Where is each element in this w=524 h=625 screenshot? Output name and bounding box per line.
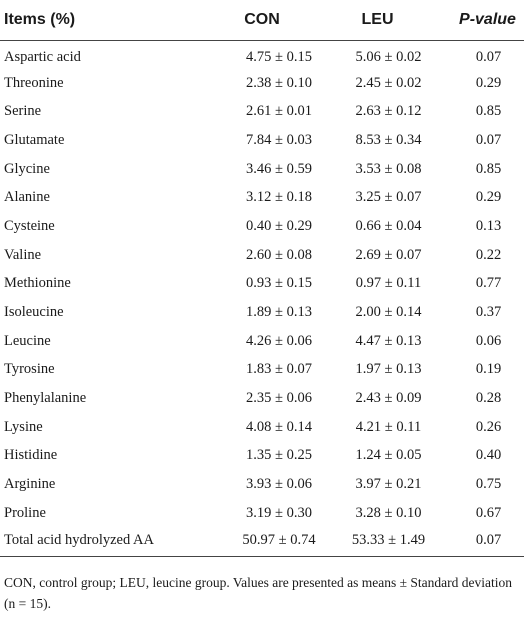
leu-cell: 1.24 ± 0.05 [355,447,422,464]
p-value-cell: 0.75 [475,476,502,493]
con-cell: 4.75 ± 0.15 [246,49,312,66]
header-p-value: P-value [439,0,524,40]
p-value-cell: 0.06 [475,332,502,349]
con-cell: 0.40 ± 0.29 [246,217,312,234]
con-cell: 3.46 ± 0.59 [246,160,312,177]
p-value-cell: 0.29 [475,74,502,91]
leu-cell: 2.69 ± 0.07 [355,246,422,263]
con-cell: 50.97 ± 0.74 [208,528,316,557]
p-value-cell: 0.40 [475,447,502,464]
table-row [0,183,524,212]
p-value-cell: 0.07 [475,49,502,66]
item-cell: Threonine [4,74,64,91]
item-cell: Phenylalanine [4,390,87,407]
leu-cell: 53.33 ± 1.49 [316,528,439,557]
table-row [0,470,524,499]
header-leu: LEU [316,0,439,40]
leu-cell: 2.00 ± 0.14 [355,304,422,321]
table-row [0,126,524,155]
item-cell: Methionine [4,275,71,292]
table-row [0,298,524,327]
leu-cell: 1.97 ± 0.13 [355,361,422,378]
leu-cell: 0.66 ± 0.04 [355,217,422,234]
p-value-cell: 0.07 [439,528,524,557]
item-cell: Total acid hydrolyzed AA [0,528,208,557]
item-cell: Tyrosine [4,361,55,378]
item-cell: Valine [4,246,42,263]
p-value-cell: 0.77 [475,275,502,292]
con-cell: 1.83 ± 0.07 [246,361,312,378]
item-cell: Aspartic acid [4,49,81,66]
item-cell: Proline [4,504,46,521]
item-cell: Histidine [4,447,58,464]
con-cell: 2.38 ± 0.10 [246,74,312,91]
p-value-cell: 0.19 [475,361,502,378]
table-row [0,442,524,471]
item-cell: Glycine [4,160,50,177]
con-cell: 1.89 ± 0.13 [246,304,312,321]
table-row [0,40,524,69]
item-cell: Arginine [4,476,56,493]
table-row [0,69,524,98]
item-cell: Alanine [4,189,50,206]
leu-cell: 2.63 ± 0.12 [355,103,422,120]
table-row [0,97,524,126]
table-row [0,356,524,385]
leu-cell: 2.45 ± 0.02 [355,74,422,91]
leu-cell: 2.43 ± 0.09 [355,390,422,407]
con-cell: 2.35 ± 0.06 [246,390,312,407]
con-cell: 4.08 ± 0.14 [246,418,312,435]
leu-cell: 3.53 ± 0.08 [355,160,422,177]
con-cell: 3.93 ± 0.06 [246,476,312,493]
leu-cell: 4.21 ± 0.11 [355,418,422,435]
con-cell: 7.84 ± 0.03 [246,131,312,148]
table-row [0,212,524,241]
item-cell: Isoleucine [4,304,64,321]
con-cell: 3.19 ± 0.30 [246,504,312,521]
item-cell: Lysine [4,418,43,435]
p-value-cell: 0.37 [475,304,502,321]
table-row [0,241,524,270]
con-cell: 0.93 ± 0.15 [246,275,312,292]
item-cell: Glutamate [4,131,65,148]
con-cell: 3.12 ± 0.18 [246,189,312,206]
p-value-cell: 0.29 [475,189,502,206]
leu-cell: 4.47 ± 0.13 [355,332,422,349]
leu-cell: 8.53 ± 0.34 [355,131,422,148]
p-value-cell: 0.28 [475,390,502,407]
item-cell: Leucine [4,332,51,349]
p-value-cell: 0.85 [475,103,502,120]
table-row [0,413,524,442]
item-cell: Serine [4,103,42,120]
leu-cell: 0.97 ± 0.11 [355,275,422,292]
leu-cell: 3.25 ± 0.07 [355,189,422,206]
leu-cell: 5.06 ± 0.02 [355,49,422,66]
table-row [0,155,524,184]
table-body [0,40,524,556]
p-value-cell: 0.67 [475,504,502,521]
table-row [0,384,524,413]
leu-cell: 3.97 ± 0.21 [355,476,422,493]
p-value-cell: 0.07 [475,131,502,148]
table-footnote: CON, control group; LEU, leucine group. Values are presented as means ± Standard deviation (n = 15). [4,575,513,611]
table-row [0,499,524,528]
header-items: Items (%) [0,0,208,40]
table-row [0,528,524,557]
table-header-row [0,0,524,40]
con-cell: 2.61 ± 0.01 [246,103,312,120]
con-cell: 1.35 ± 0.25 [246,447,312,464]
leu-cell: 3.28 ± 0.10 [355,504,422,521]
p-value-cell: 0.85 [475,160,502,177]
p-value-cell: 0.26 [475,418,502,435]
table-row [0,327,524,356]
item-cell: Cysteine [4,217,55,234]
con-cell: 4.26 ± 0.06 [246,332,312,349]
table-row [0,270,524,299]
header-con: CON [208,0,316,40]
p-value-cell: 0.22 [475,246,502,263]
p-value-cell: 0.13 [475,217,502,234]
con-cell: 2.60 ± 0.08 [246,246,312,263]
